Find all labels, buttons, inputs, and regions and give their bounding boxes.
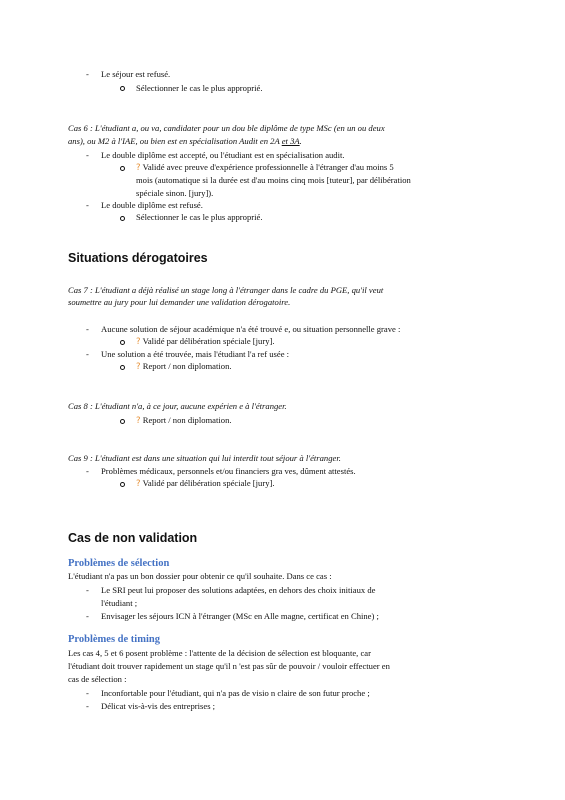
- list-item: Le séjour est refusé.: [101, 69, 171, 79]
- paragraph-cont: l'étudiant doit trouver rapidement un stage qu'il n 'est pas sûr de pouvoir / vouloir effectuer en: [68, 661, 390, 671]
- subsection-heading: Problèmes de timing: [68, 634, 160, 645]
- case-8-title: Cas 8 : L'étudiant n'a, à ce jour, aucune expérien e à l'étranger.: [68, 401, 287, 411]
- bullet-dash: -: [86, 324, 89, 334]
- list-item: Sélectionner le cas le plus approprié.: [136, 83, 263, 93]
- list-item-cont: spéciale sinon. [jury]).: [136, 188, 214, 198]
- bullet-dash: -: [86, 466, 89, 476]
- bullet-dash: -: [86, 200, 89, 210]
- paragraph-cont: cas de sélection :: [68, 674, 127, 684]
- question-mark-icon: ?: [136, 163, 141, 173]
- list-item: Envisager les séjours ICN à l'étranger (MSc en Alle magne, certificat en Chine) ;: [101, 611, 379, 621]
- list-item: Le SRI peut lui proposer des solutions adaptées, en dehors des choix initiaux de: [101, 585, 376, 595]
- case-7-title: Cas 7 : L'étudiant a déjà réalisé un stage long à l'étranger dans le cadre du PGE, qu'il veut: [68, 285, 384, 295]
- bullet-dash: -: [86, 150, 89, 160]
- bullet-dash: -: [86, 701, 89, 711]
- circle-bullet-icon: [120, 482, 125, 487]
- list-item: ? Validé par délibération spéciale [jury].: [136, 336, 275, 347]
- bullet-dash: -: [86, 585, 89, 595]
- list-item: Inconfortable pour l'étudiant, qui n'a pas de visio n claire de son futur proche ;: [101, 688, 370, 698]
- circle-bullet-icon: [120, 419, 125, 424]
- question-mark-icon: ?: [136, 416, 141, 426]
- circle-bullet-icon: [120, 340, 125, 345]
- case-6-title: Cas 6 : L'étudiant a, ou va, candidater pour un dou ble diplôme de type MSc (en un ou deux: [68, 123, 385, 133]
- bullet-dash: -: [86, 69, 89, 79]
- section-heading: Cas de non validation: [68, 531, 198, 545]
- list-item: Une solution a été trouvée, mais l'étudiant l'a ref usée :: [101, 349, 290, 359]
- question-mark-icon: ?: [136, 362, 141, 372]
- list-item: Le double diplôme est accepté, ou l'étudiant est en spécialisation audit.: [101, 150, 345, 160]
- question-mark-icon: ?: [136, 337, 141, 347]
- list-item-cont: l'étudiant ;: [101, 598, 138, 608]
- circle-bullet-icon: [120, 216, 125, 221]
- case-6-title-cont: ans), ou M2 à l'IAE, ou bien est en spécialisation Audit en 2A et 3A.: [68, 136, 302, 146]
- bullet-dash: -: [86, 688, 89, 698]
- list-item: ? Validé avec preuve d'expérience professionnelle à l'étranger d'au moins 5: [136, 162, 394, 173]
- circle-bullet-icon: [120, 365, 125, 370]
- list-item: Problèmes médicaux, personnels et/ou financiers gra ves, dûment attestés.: [101, 466, 356, 476]
- bullet-dash: -: [86, 349, 89, 359]
- list-item: ? Report / non diplomation.: [136, 361, 232, 372]
- paragraph: L'étudiant n'a pas un bon dossier pour obtenir ce qu'il souhaite. Dans ce cas :: [68, 571, 332, 581]
- list-item: Le double diplôme est refusé.: [101, 200, 203, 210]
- circle-bullet-icon: [120, 166, 125, 171]
- list-item: Aucune solution de séjour académique n'a été trouvé e, ou situation personnelle grave :: [101, 324, 401, 334]
- list-item: ? Validé par délibération spéciale [jury].: [136, 478, 275, 489]
- section-heading: Situations dérogatoires: [68, 251, 208, 265]
- case-9-title: Cas 9 : L'étudiant est dans une situation qui lui interdit tout séjour à l'étranger.: [68, 453, 341, 463]
- circle-bullet-icon: [120, 86, 125, 91]
- list-item-cont: mois (automatique si la durée est d'au moins cinq mois [tuteur], par délibération: [136, 175, 411, 185]
- list-item: Sélectionner le cas le plus approprié.: [136, 212, 263, 222]
- list-item: Délicat vis-à-vis des entreprises ;: [101, 701, 216, 711]
- case-7-title-cont: soumettre au jury pour lui demander une validation dérogatoire.: [68, 297, 291, 307]
- bullet-dash: -: [86, 611, 89, 621]
- question-mark-icon: ?: [136, 479, 141, 489]
- paragraph: Les cas 4, 5 et 6 posent problème : l'attente de la décision de sélection est bloquante, car: [68, 648, 371, 658]
- list-item: ? Report / non diplomation.: [136, 415, 232, 426]
- subsection-heading: Problèmes de sélection: [68, 558, 170, 569]
